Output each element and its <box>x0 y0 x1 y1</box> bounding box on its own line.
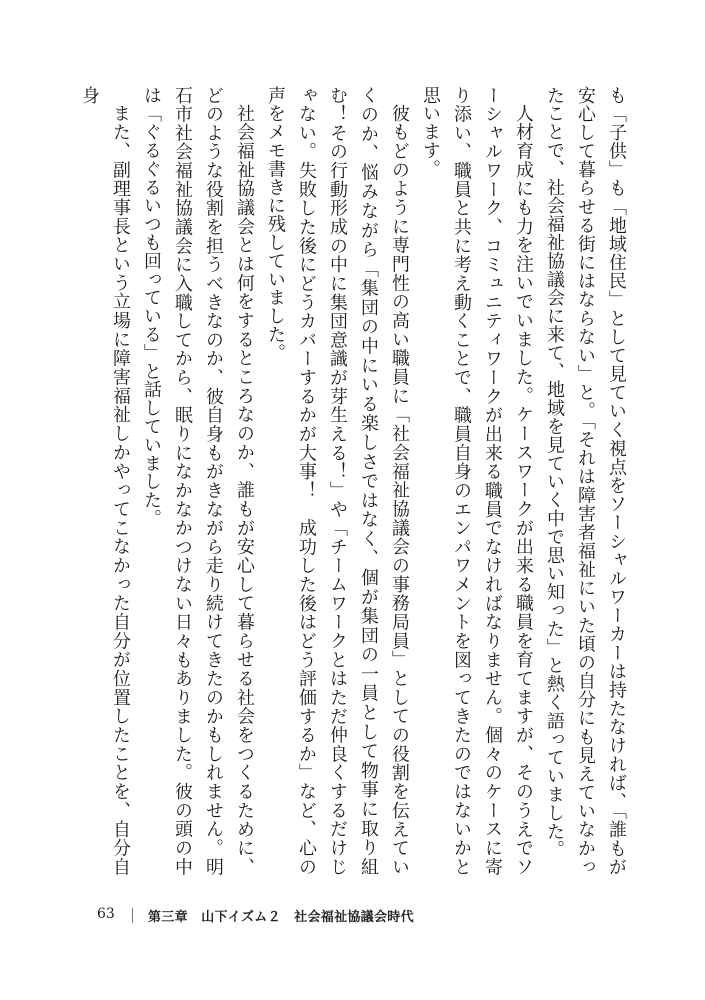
paragraph-4: 社会福祉協議会とは何をするところなのか、誰もが安心して暮らせる社会をつくるために、どのような役割を担うべきなのか、彼自身もがきながら走り続けてきたのかもしれません。明石市社会福祉協議会に入職してから、眠りになかなかつけない日々もありました。彼の頭の中は「ぐるぐるいつも回っている」と話していました。 <box>141 86 255 876</box>
paragraph-5: また、副理事長という立場に障害福祉しかやってこなかった自分が位置したことを、自分自身 <box>79 86 131 876</box>
paragraph-2: 人材育成にも力を注いでいました。ケースワークが出来る職員を育てますが、そのうえでソーシャルワーク、コミュニティワークが出来る職員でなければなりません。個々のケースに寄り添い、職員と共に考え動くことで、職員自身のエンパワメントを図ってきたのではないかと思います。 <box>420 86 534 876</box>
footer-divider <box>132 908 133 923</box>
body-text <box>79 86 632 876</box>
page-footer <box>0 906 705 930</box>
paragraph-3: 彼もどのように専門性の高い職員に「社会福祉協議会の事務局員」としての役割を伝えていくのか、悩みながら「集団の中にいる楽しさではなく、個が集団の一員として物事に取り組む！その行動形成の中に集団意識が芽生える！」や「チームワークとはただ仲良くするだけじゃない。失敗した後にどうカバーするかが大事！ 成功した後はどう評価するか」など、心の声をメモ書きに残していました。 <box>265 86 410 876</box>
running-header: 第三章 山下イズム２ 社会福祉協議会時代 <box>148 910 414 925</box>
page-number: 63 <box>97 906 115 922</box>
paragraph-1: も「子供」も「地域住民」として見ていく視点をソーシャルワーカーは持たなければ、「誰もが安心して暮らせる街にはならない」と。「それは障害者福祉にいた頃の自分にも見えていなかったことで、社会福祉協議会に来て、地域を見ていく中で思い知った」と熱く語っていました。 <box>544 86 627 876</box>
